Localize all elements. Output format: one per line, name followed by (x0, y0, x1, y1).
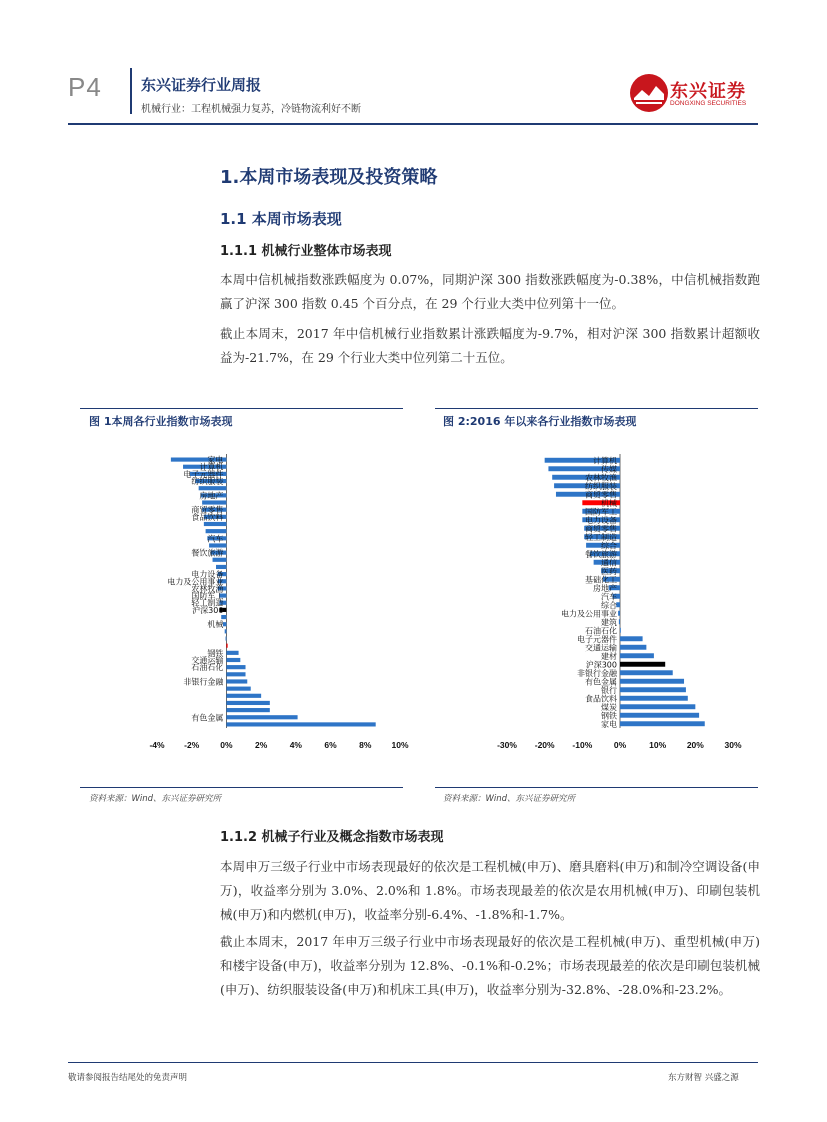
bar-银行 (226, 708, 269, 712)
bar-通信 (209, 543, 226, 547)
bar-交通运输 (620, 645, 646, 650)
fig1-chart (80, 440, 410, 752)
footer-disclaimer: 敬请参阅报告结尾处的免责声明 (68, 1073, 188, 1083)
bar-石油石化 (226, 665, 245, 669)
bar-电力及公用事业2 (226, 636, 227, 640)
category-label: 银行 (601, 685, 617, 695)
x-tick-label: -2% (184, 740, 200, 750)
category-label: 煤炭 (601, 702, 617, 712)
bar-食品饮料 (620, 696, 688, 701)
bar-机械 (223, 622, 226, 626)
bar-建筑 (619, 619, 620, 624)
bar-传媒 (199, 486, 227, 490)
category-label: 传媒 (601, 464, 617, 474)
bar-国防军工2 (226, 694, 261, 698)
paragraph-2: 截止本周末，2017 年中信机械行业指数累计涨跌幅度为-9.7%，相对沪深 300 指数累计超额收益为-21.7%，在 29 个行业大类中位列第二十五位。 (220, 326, 760, 365)
report-title: 东兴证券行业周报 (141, 76, 262, 94)
category-label: 电力及公用事业 (561, 609, 617, 619)
category-label: 钢铁 (207, 648, 224, 658)
x-tick-label: -4% (149, 740, 165, 750)
section-heading: 1.本周市场表现及投资策略 (220, 167, 438, 188)
x-tick-label: 20% (686, 740, 704, 750)
category-label: 家电 (601, 719, 617, 729)
footer-slogan: 东方财智 兴盛之源 (668, 1073, 739, 1083)
bar-非银行金融 (620, 670, 673, 675)
header-rule (68, 123, 758, 125)
x-tick-label: -10% (572, 740, 593, 750)
category-label: 国防军工 (585, 507, 617, 517)
category-label: 沪深300 (585, 660, 617, 670)
bar-煤炭 (620, 704, 695, 709)
x-tick-label: 6% (324, 740, 337, 750)
category-label: 综合 (601, 600, 617, 610)
category-label: 商贸零售 (191, 505, 224, 515)
bar-农林牧渔2 (226, 687, 250, 691)
category-label: 商贸零售 (585, 490, 617, 500)
category-label: 轻工制造 (191, 598, 224, 608)
x-tick-label: -30% (497, 740, 517, 750)
subsection-heading: 1.1 本周市场表现 (220, 210, 342, 228)
x-tick-label: 2% (254, 740, 268, 750)
bar-非银行金融 (226, 679, 247, 683)
header-divider (130, 68, 132, 114)
fig1-bottom-rule (80, 787, 403, 788)
fig1-title: 图 1本周各行业指数市场表现 (89, 415, 233, 428)
bar-沪深300 (620, 662, 665, 667)
category-label: 电力设备 (191, 570, 224, 580)
fig2-bottom-rule (435, 787, 758, 788)
bar-家电 (620, 721, 705, 726)
x-tick-label: 0% (613, 740, 627, 750)
x-tick-label: 10% (391, 740, 409, 750)
category-label: 基础化工 (585, 575, 617, 585)
category-label: 非银行金融 (183, 677, 224, 687)
category-label: 建筑 (601, 617, 617, 627)
bar-综合 (216, 565, 226, 569)
bar-电力及公用事业 (618, 611, 620, 616)
category-label: 机械 (601, 498, 617, 508)
category-label: 商贸零售 (585, 524, 617, 534)
bar-银行 (620, 687, 686, 692)
x-tick-label: 10% (649, 740, 667, 750)
category-label: 钢铁 (601, 711, 617, 721)
x-tick-label: 30% (724, 740, 742, 750)
category-label: 沪深300 (192, 605, 224, 615)
bar-钢铁2 (226, 722, 375, 726)
category-label: 汽车 (601, 592, 617, 602)
category-label: 家电 (207, 455, 224, 465)
category-label: 石油石化 (585, 626, 617, 636)
logo-text-cn: 东兴证券 (670, 81, 746, 102)
bar-钢铁 (226, 651, 238, 655)
x-tick-label: 4% (289, 740, 303, 750)
category-label: 计算机 (199, 462, 224, 472)
bar-计算机2 (221, 615, 226, 619)
category-label: 医药 (601, 566, 617, 576)
bar-石油石化 (620, 628, 621, 633)
category-label: 餐饮旅游 (585, 549, 617, 559)
bar-建筑 (226, 701, 269, 705)
fig2-title: 图 2:2016 年以来各行业指数市场表现 (443, 415, 637, 428)
footer-rule (68, 1062, 758, 1063)
category-label: 交通运输 (191, 656, 224, 665)
category-label: 建材 (601, 651, 617, 661)
bar-基础化工 (213, 558, 227, 562)
paragraph-3: 本周申万三级子行业中市场表现最好的依次是工程机械(申万)、磨具磨料(申万)和制冷空调设备(申万)，收益率分别为 3.0%、2.0%和 1.8%。市场表现最差的依次是农用机械(申万)、印刷包装机械(申万)和内燃机(申万)，收益率分别-6.4%、-1.8%和-1.7%。 (220, 859, 760, 922)
logo-text-en: DONGXING SECURITIES (670, 100, 747, 107)
category-label: 食品饮料 (585, 694, 617, 704)
bar-医药 (202, 500, 226, 504)
category-label: 电子元器件 (183, 469, 224, 479)
paragraph-1: 本周中信机械指数涨跌幅度为 0.07%，同期沪深 300 指数涨跌幅度为-0.38%，中信机械指数跑赢了沪深 300 指数 0.45 个百分点，在 29 个行业大类中位列第十一位。 (220, 272, 760, 311)
category-label: 交通运输 (585, 643, 617, 653)
bar-机械2 (226, 644, 227, 648)
fig2-source: 资料来源：Wind、东兴证券研究所 (443, 794, 576, 804)
category-label: 电力设备 (585, 515, 617, 525)
category-label: 农林牧渔 (191, 584, 224, 594)
bar-有色金属 (620, 679, 684, 684)
category-label: 轻工制造 (585, 532, 617, 542)
category-label: 非银行金融 (577, 668, 617, 678)
bar-有色金属 (226, 715, 297, 719)
bar-钢铁 (620, 713, 699, 718)
category-label: 国防军工 (191, 591, 224, 601)
category-label: 房地产 (199, 491, 224, 501)
bar-电子元器件 (620, 636, 643, 641)
category-label: 电力及公用事业 (167, 577, 224, 587)
bar-建材 (204, 522, 227, 526)
category-label: 通信 (601, 558, 617, 568)
sub-subsection-heading-2: 1.1.2 机械子行业及概念指数市场表现 (220, 830, 444, 845)
category-label: 有色金属 (585, 677, 617, 687)
category-label: 石油石化 (191, 663, 224, 673)
report-subtitle: 机械行业：工程机械强力复苏，冷链物流利好不断 (141, 104, 361, 115)
category-label: 纺织服装 (585, 481, 617, 491)
bar-煤炭 (226, 672, 245, 676)
category-label: 综合 (601, 541, 617, 551)
fig1-top-rule (80, 408, 403, 409)
category-label: 计算机 (593, 456, 617, 466)
fig2-top-rule (435, 408, 758, 409)
category-label: 餐饮旅游 (191, 548, 224, 558)
category-label: 纺织服装 (191, 477, 224, 487)
bar-纺织服装2 (206, 529, 227, 533)
category-label: 机械 (207, 620, 224, 630)
bar-建材 (620, 653, 654, 658)
category-label: 有色金属 (191, 713, 224, 723)
fig2-chart (435, 440, 765, 752)
fig1-source: 资料来源：Wind、东兴证券研究所 (89, 794, 222, 804)
category-label: 电子元器件 (577, 634, 617, 644)
x-tick-label: -20% (534, 740, 555, 750)
paragraph-4: 截止本周末，2017 年申万三级子行业中市场表现最好的依次是工程机械(申万)、重型机械(申万)和楼宇设备(申万)，收益率分别为 12.8%、-0.1%和-0.2%；市场表现最差的依次是印刷包装机械(申万)、纺织服装设备(申万)和机床工具(申万)，收益率分别为-32.8%、-28.0%和-23.2%。 (220, 934, 760, 997)
category-label: 食品饮料 (191, 512, 224, 522)
category-label: 农林牧渔 (585, 473, 617, 483)
sub-subsection-heading-1: 1.1.1 机械行业整体市场表现 (220, 244, 392, 259)
category-label: 汽车 (207, 534, 224, 544)
bar-商贸零售2 (225, 629, 227, 633)
x-tick-label: 8% (359, 740, 372, 750)
category-label: 房地产 (593, 583, 617, 593)
x-tick-label: 0% (220, 740, 233, 750)
bar-交通运输 (226, 658, 240, 662)
page-number: P4 (68, 72, 102, 102)
